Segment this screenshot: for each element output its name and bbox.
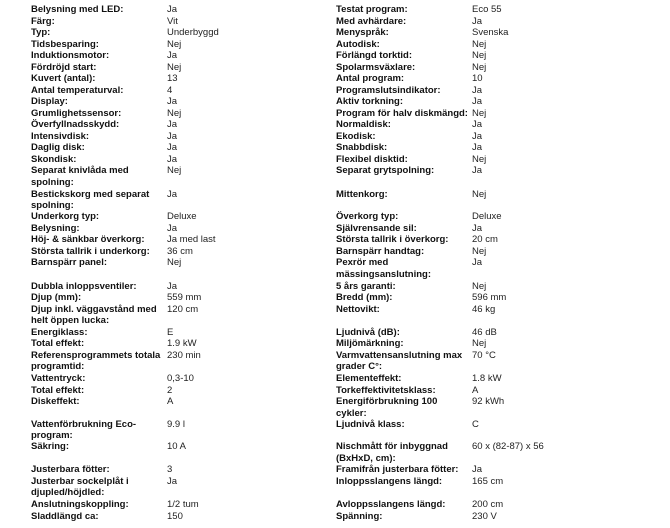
spec-label: Inloppsslangens längd:: [336, 475, 443, 487]
spec-value: 92 kWh: [472, 396, 505, 407]
spec-value: 46 dB: [472, 326, 497, 338]
spec-label: Testat program:: [336, 4, 408, 15]
spec-label: Justerbara fötter:: [31, 464, 110, 475]
spec-label: Belysning med LED:: [31, 4, 124, 15]
spec-value: 165 cm: [472, 475, 504, 487]
spec-value: Ja: [167, 4, 178, 15]
spec-label: Menyspråk:: [336, 27, 389, 38]
spec-label-continuation: program:: [31, 430, 73, 441]
spec-value: Ja: [472, 119, 483, 130]
spec-label-continuation: djupled/höjdled:: [31, 487, 105, 498]
spec-label: Miljömärkning:: [336, 338, 404, 349]
spec-value: 230 V: [472, 510, 497, 522]
spec-value: Nej: [472, 188, 487, 200]
spec-value: Nej: [167, 107, 182, 119]
spec-label: Aktiv torkning:: [336, 96, 404, 107]
spec-label: Mittenkorg:: [336, 188, 388, 200]
spec-label: Bredd (mm):: [336, 292, 393, 303]
spec-label: Säkring:: [31, 441, 70, 452]
spec-label: Intensivdisk:: [31, 130, 90, 142]
spec-label: Antal temperaturval:: [31, 84, 124, 96]
spec-label: Elementeffekt:: [336, 373, 402, 384]
spec-label: Induktionsmotor:: [31, 50, 110, 61]
spec-label: Energiklass:: [31, 326, 88, 338]
spec-label: Torkeffektivitetsklass:: [336, 384, 436, 396]
spec-label-continuation: spolning:: [31, 200, 74, 211]
spec-label: Spolarmsväxlare:: [336, 61, 416, 73]
spec-value: 3: [167, 464, 173, 475]
spec-value: Ja: [167, 188, 178, 200]
spec-label: Nettovikt:: [336, 303, 380, 315]
spec-value: Ja: [472, 142, 483, 153]
spec-value: 0,3-10: [167, 373, 194, 384]
spec-value: 70 °C: [472, 349, 496, 361]
spec-label: Referensprogrammets totala: [31, 349, 161, 361]
spec-value: Eco 55: [472, 4, 502, 15]
spec-label: Flexibel disktid:: [336, 153, 408, 165]
spec-label: Största tallrik i underkorg:: [31, 245, 150, 257]
spec-value: Ja: [472, 165, 483, 176]
spec-label: Typ:: [31, 27, 51, 38]
spec-value: 13: [167, 73, 178, 84]
spec-label: Separat knivlåda med: [31, 165, 129, 176]
spec-value: 4: [167, 84, 173, 96]
spec-value: Ja: [167, 142, 178, 153]
spec-label: Programslutsindikator:: [336, 84, 441, 96]
spec-label: Överkorg typ:: [336, 211, 399, 222]
spec-label: Separat grytspolning:: [336, 165, 435, 176]
spec-value: Ja: [472, 257, 483, 268]
spec-value: Nej: [472, 38, 487, 50]
spec-value: Nej: [472, 280, 487, 292]
spec-label: Barnspärr panel:: [31, 257, 108, 268]
spec-label: Ljudnivå klass:: [336, 418, 405, 430]
spec-value: Deluxe: [167, 211, 197, 222]
spec-label: Varmvattensanslutning max: [336, 349, 463, 361]
spec-value: 9.9 l: [167, 418, 185, 430]
spec-value: 1/2 tum: [167, 499, 199, 510]
spec-value: 10: [472, 73, 483, 84]
spec-label: Total effekt:: [31, 338, 85, 349]
spec-label: Sladdlängd ca:: [31, 510, 99, 522]
spec-value: Nej: [472, 50, 487, 61]
spec-value: 559 mm: [167, 292, 202, 303]
spec-label: Nischmått för inbyggnad: [336, 441, 448, 452]
spec-label: Skondisk:: [31, 153, 77, 165]
spec-label: Vattentryck:: [31, 373, 86, 384]
spec-value: 200 cm: [472, 499, 504, 510]
spec-label: Ljudnivå (dB):: [336, 326, 400, 338]
spec-value: Nej: [167, 257, 182, 268]
spec-label: Med avhärdare:: [336, 15, 407, 27]
spec-value: 120 cm: [167, 303, 199, 315]
spec-label: Avloppsslangens längd:: [336, 499, 446, 510]
spec-value: Svenska: [472, 27, 509, 38]
spec-label-continuation: grader C°:: [336, 361, 383, 372]
spec-value: 230 min: [167, 349, 201, 361]
spec-label-continuation: mässingsanslutning:: [336, 268, 432, 280]
spec-label: Underkorg typ:: [31, 211, 100, 222]
spec-label: 5 års garanti:: [336, 280, 396, 292]
spec-value: Nej: [472, 153, 487, 165]
spec-label: Djup inkl. väggavstånd med: [31, 303, 157, 315]
spec-value: Ja: [167, 96, 178, 107]
spec-label: Anslutningskoppling:: [31, 499, 129, 510]
spec-value: 596 mm: [472, 292, 507, 303]
spec-value: 36 cm: [167, 245, 193, 257]
spec-label: Tidsbesparing:: [31, 38, 99, 50]
spec-label: Autodisk:: [336, 38, 380, 50]
spec-label-continuation: (BxHxD, cm):: [336, 452, 396, 464]
spec-value: 60 x (82-87) x 56: [472, 441, 544, 452]
spec-label: Barnspärr handtag:: [336, 245, 425, 257]
spec-label: Snabbdisk:: [336, 142, 388, 153]
spec-label: Energiförbrukning 100: [336, 396, 438, 407]
spec-label: Diskeffekt:: [31, 396, 80, 407]
spec-label: Ekodisk:: [336, 130, 376, 142]
spec-value: 10 A: [167, 441, 187, 452]
spec-label: Bestickskorg med separat: [31, 188, 150, 200]
spec-label: Dubbla inloppsventiler:: [31, 280, 137, 292]
spec-label-continuation: programtid:: [31, 361, 85, 372]
spec-label: Överfyllnadsskydd:: [31, 119, 120, 130]
spec-value: Nej: [472, 107, 487, 119]
spec-value: 2: [167, 384, 173, 396]
spec-label: Justerbar sockelplåt i: [31, 475, 129, 487]
spec-value: 46 kg: [472, 303, 496, 315]
spec-value: Deluxe: [472, 211, 502, 222]
spec-value: E: [167, 326, 174, 338]
spec-label: Största tallrik i överkorg:: [336, 234, 449, 245]
spec-value: Ja: [167, 119, 178, 130]
spec-label: Grumlighetssensor:: [31, 107, 122, 119]
spec-value: 20 cm: [472, 234, 498, 245]
spec-label: Fördröjd start:: [31, 61, 97, 73]
spec-label: Total effekt:: [31, 384, 85, 396]
spec-value: 150: [167, 510, 183, 522]
spec-label: Självrensande sil:: [336, 222, 417, 234]
spec-value: Ja: [167, 222, 178, 234]
spec-value: Ja: [472, 84, 483, 96]
spec-value: Ja: [472, 96, 483, 107]
spec-value: Nej: [472, 245, 487, 257]
spec-label: Vattenförbrukning Eco-: [31, 418, 137, 430]
spec-label-continuation: cykler:: [336, 407, 367, 419]
spec-label: Framifrån justerbara fötter:: [336, 464, 459, 475]
spec-label: Antal program:: [336, 73, 405, 84]
spec-value: Underbyggd: [167, 27, 219, 38]
spec-value: Nej: [167, 165, 182, 176]
spec-label: Daglig disk:: [31, 142, 85, 153]
spec-label: Höj- & sänkbar överkorg:: [31, 234, 145, 245]
spec-value: Ja: [167, 50, 178, 61]
spec-value: Ja: [472, 15, 483, 27]
spec-value: Ja: [167, 475, 178, 487]
spec-label: Display:: [31, 96, 68, 107]
spec-value: C: [472, 418, 479, 430]
spec-value: Ja: [472, 222, 483, 234]
spec-label: Normaldisk:: [336, 119, 391, 130]
spec-value: Nej: [472, 61, 487, 73]
spec-label-continuation: spolning:: [31, 176, 74, 188]
spec-value: 1.8 kW: [472, 373, 502, 384]
spec-value: 1.9 kW: [167, 338, 197, 349]
spec-label: Program för halv diskmängd:: [336, 107, 468, 119]
spec-label: Djup (mm):: [31, 292, 82, 303]
spec-value: A: [167, 396, 174, 407]
spec-value: Vit: [167, 15, 178, 27]
spec-label: Spänning:: [336, 510, 383, 522]
spec-value: Nej: [472, 338, 487, 349]
spec-value: Ja med last: [167, 234, 216, 245]
spec-label: Färg:: [31, 15, 55, 27]
spec-value: Nej: [167, 61, 182, 73]
spec-label-continuation: helt öppen lucka:: [31, 315, 110, 326]
spec-label: Kuvert (antal):: [31, 73, 96, 84]
spec-value: Ja: [472, 464, 483, 475]
spec-value: Ja: [167, 153, 178, 165]
spec-value: Ja: [167, 130, 178, 142]
spec-label: Pexrör med: [336, 257, 389, 268]
spec-value: Ja: [167, 280, 178, 292]
spec-value: A: [472, 384, 479, 396]
spec-label: Förlängd torktid:: [336, 50, 412, 61]
spec-value: Ja: [472, 130, 483, 142]
spec-value: Nej: [167, 38, 182, 50]
spec-label: Belysning:: [31, 222, 80, 234]
